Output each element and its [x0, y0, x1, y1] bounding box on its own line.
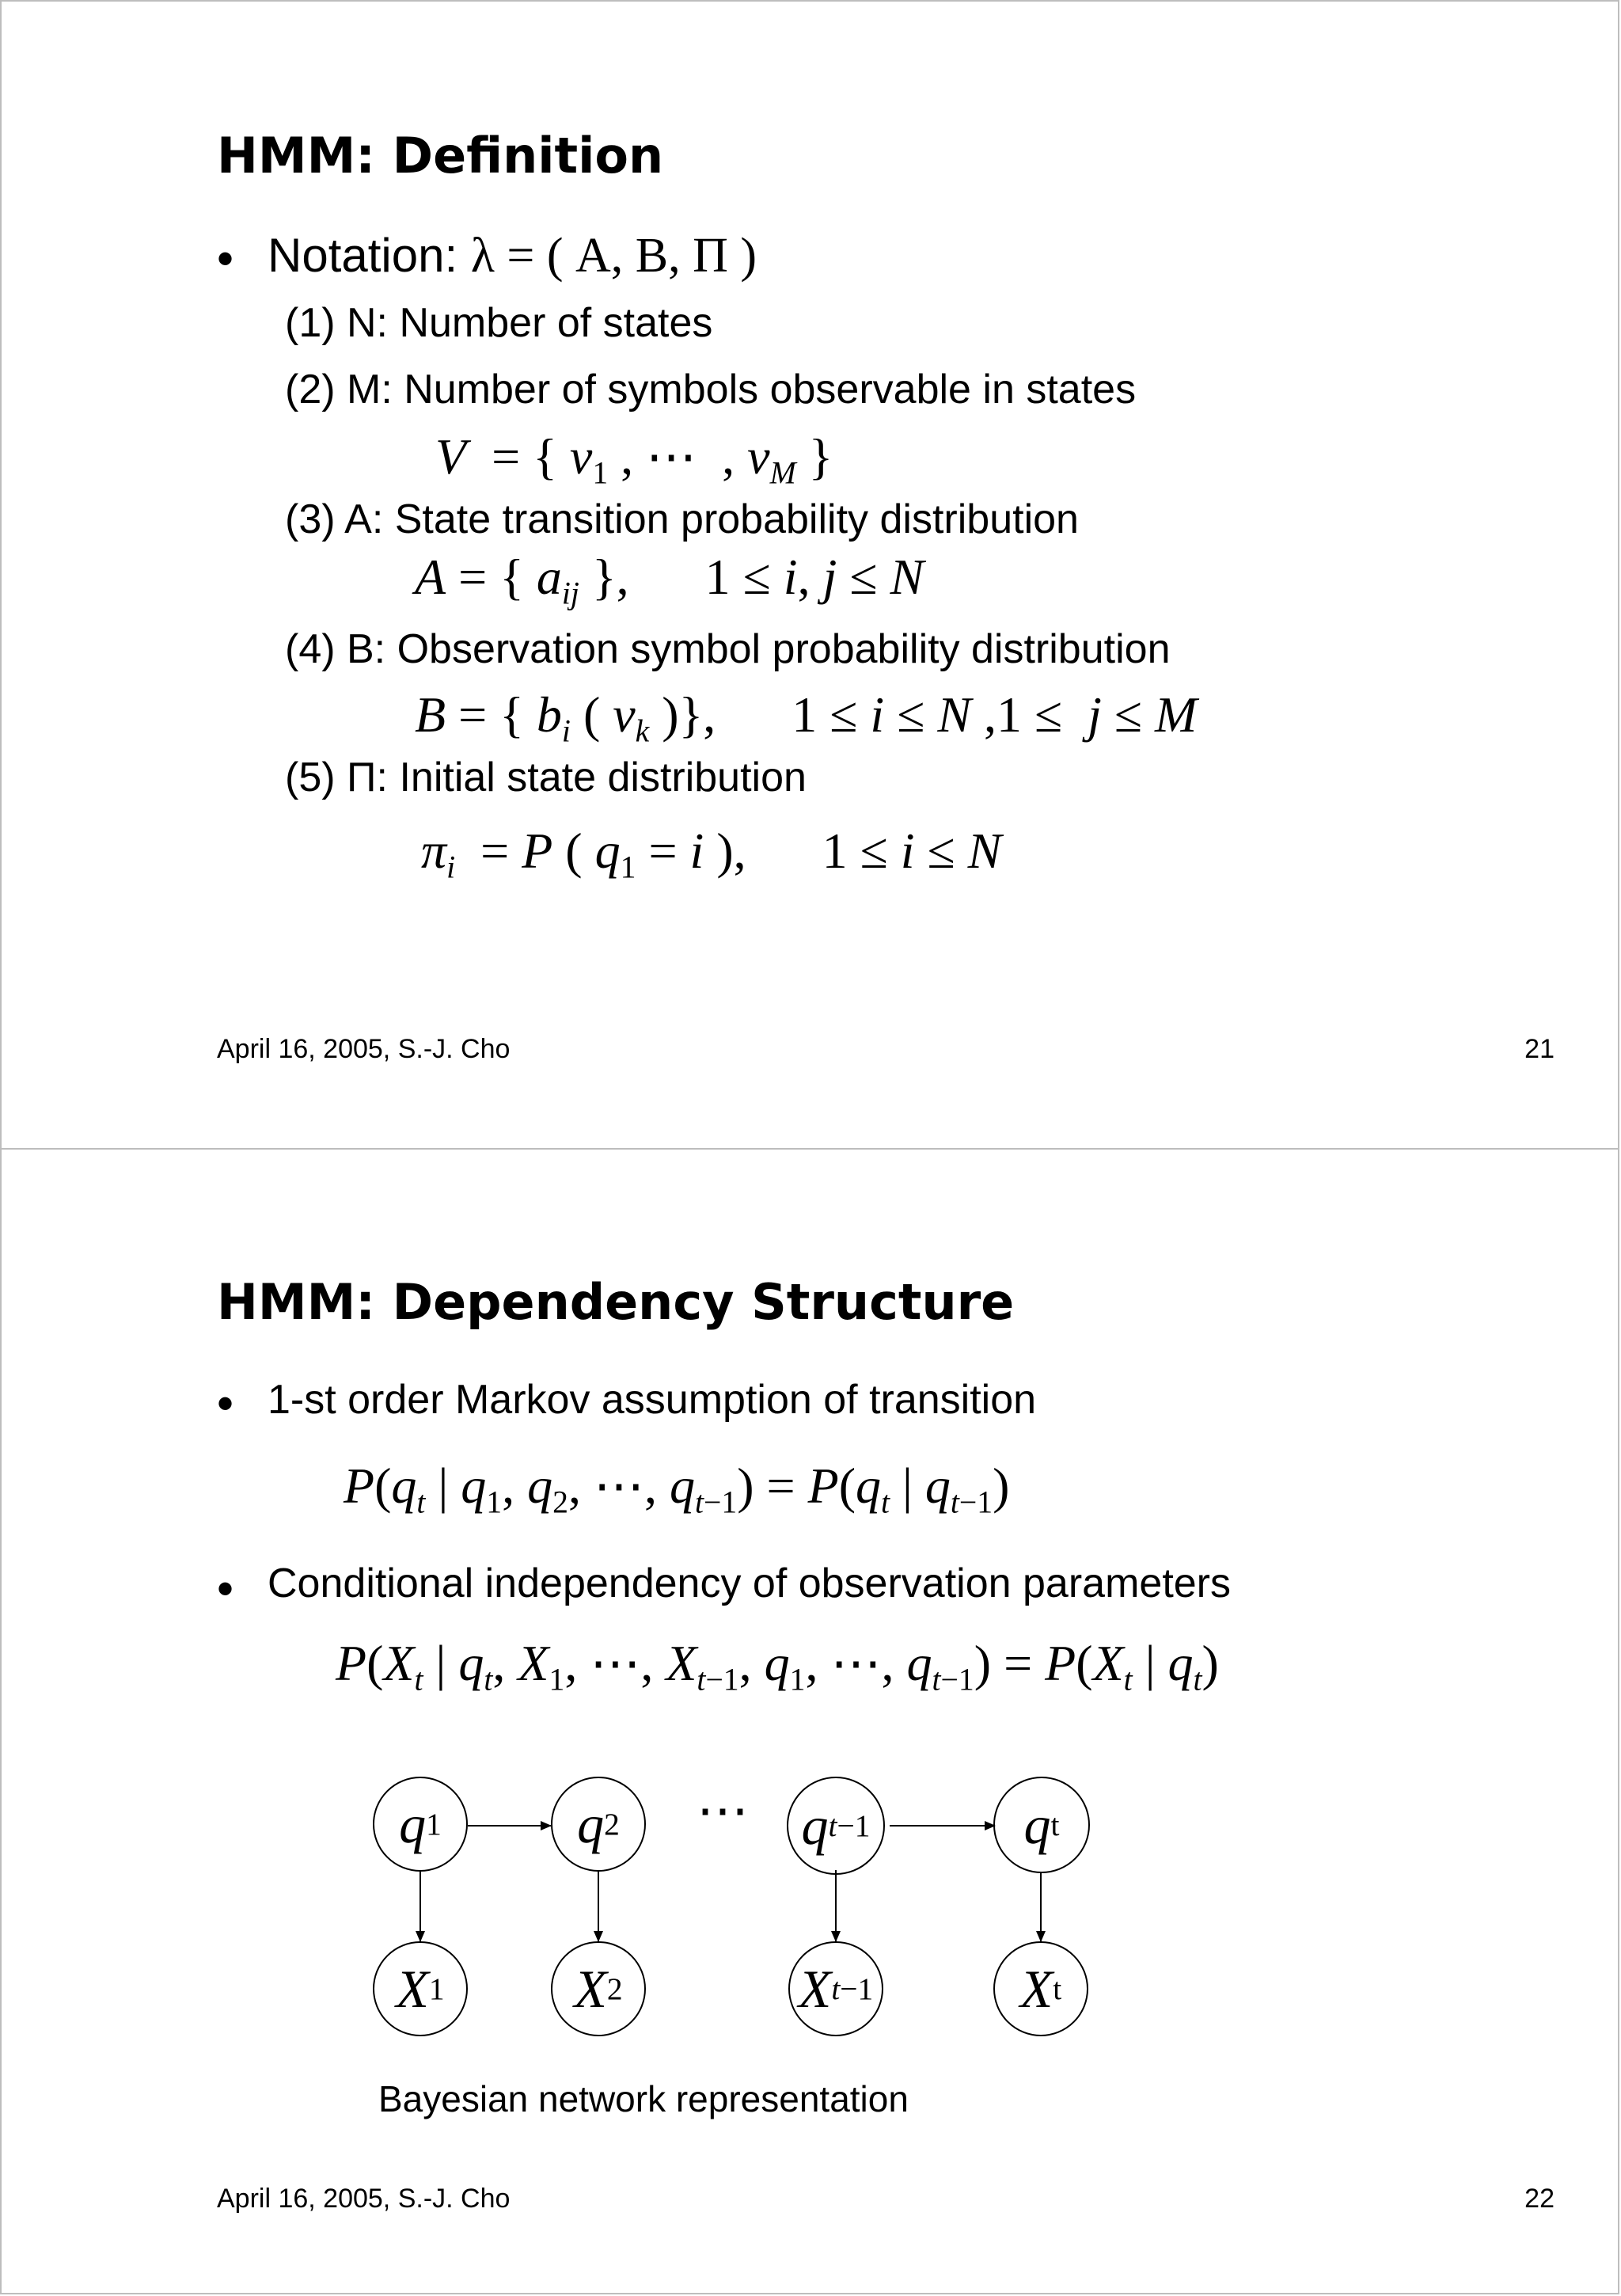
observation-node-x2: X 2 [551, 1941, 646, 2036]
item-pi: (5) Π: Initial state distribution [285, 755, 807, 800]
observation-node-xt: X t [993, 1941, 1088, 2036]
item-n: (1) N: Number of states [285, 300, 713, 346]
formula-a: A = { $a_{ij}$ }, 1 ≤ i, j ≤ N [415, 549, 924, 611]
observation-node-xt-minus-1: X t−1 [788, 1941, 883, 2036]
state-node-q1: q 1 [373, 1777, 468, 1872]
footer-author-date: April 16, 2005, S.-J. Cho [217, 2184, 511, 2214]
state-node-qt: q t [993, 1777, 1090, 1873]
slide-title: HMM: Dependency Structure [217, 1273, 1015, 1331]
formula-pi: $\pi_i = P$ ( $q_1 = i$ ), 1 ≤ i ≤ N [421, 823, 1002, 885]
footer-author-date: April 16, 2005, S.-J. Cho [217, 1034, 511, 1064]
item-b: (4) B: Observation symbol probability distribution [285, 626, 1171, 672]
formula-b: B = { $b_i$ ( $v_k$ )}, 1 ≤ i ≤ N ,1 ≤ j ≤ M [415, 686, 1198, 749]
formula-independency: $P(X_t$ | $q_t$, $X_1$, ⋯, $X_{t-1}$, $q_1$, ⋯, $q_{t-1}) = P(X_t$ | $q_t$) [336, 1635, 1219, 1697]
state-node-qt-minus-1: q t−1 [787, 1777, 885, 1875]
slide-title: HMM: Definition [217, 127, 664, 184]
bullet-marker: • [217, 232, 234, 285]
page-number: 21 [1524, 1034, 1555, 1064]
diagram-caption: Bayesian network representation [378, 2078, 909, 2119]
notation-label: Notation: [268, 229, 458, 282]
item-a: (3) A: State transition probability distribution [285, 496, 1079, 542]
notation-line [268, 228, 757, 284]
formula-markov: $P(q_t$ | $q_1$, $q_2$, ⋯, $q_{t-1}) = P(q_t$ | $q_{t-1}$) [344, 1458, 1010, 1520]
item-m: (2) M: Number of symbols observable in states [285, 367, 1137, 412]
bullet-marker: • [217, 1562, 234, 1615]
bullet-marker: • [217, 1377, 234, 1430]
slide-22 [0, 1148, 1619, 2294]
formula-v: V = { $v_1$ , ⋯ , $v_M$ } [435, 428, 833, 491]
notation-formula: λ = ( A, B, Π ) [470, 229, 757, 283]
page-number: 22 [1524, 2184, 1555, 2214]
diagram-arrows [2, 1150, 1621, 2296]
observation-node-x1: X 1 [373, 1941, 468, 2036]
state-node-q2: q 2 [551, 1777, 646, 1872]
ellipsis: ⋯ [697, 1782, 749, 1840]
bullet-independency: Conditional independency of observation parameters [268, 1560, 1231, 1606]
bullet-markov: 1-st order Markov assumption of transition [268, 1377, 1037, 1423]
